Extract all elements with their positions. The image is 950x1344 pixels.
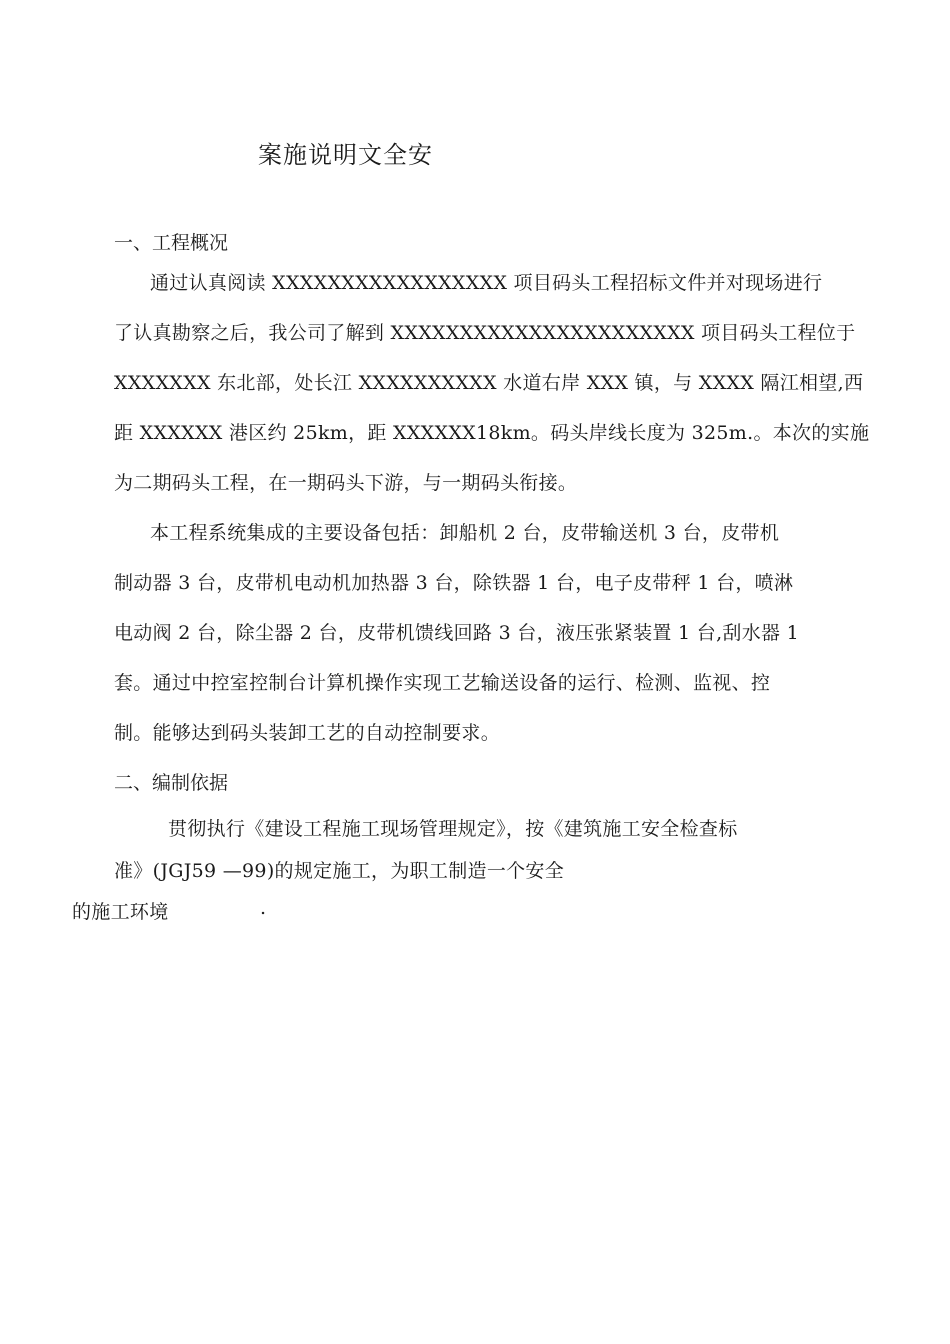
trailing-mark: .: [260, 897, 267, 919]
paragraph-line: 电动阀 2 台，除尘器 2 台，皮带机馈线回路 3 台，液压张紧装置 1 台,刮水器 1: [114, 622, 800, 644]
paragraph-line: XXXXXXX 东北部，处长江 XXXXXXXXXX 水道右岸 XXX 镇，与 XXXX 隔江相望,西: [114, 372, 864, 394]
paragraph-line: 通过认真阅读 XXXXXXXXXXXXXXXXX 项目码头工程招标文件并对现场进行: [150, 272, 823, 294]
section-heading-basis: 二、编制依据: [114, 772, 229, 794]
paragraph-line: 了认真勘察之后，我公司了解到 XXXXXXXXXXXXXXXXXXXXXX 项目码头工程位于: [114, 322, 856, 344]
document-title: 案施说明文全安: [258, 141, 433, 169]
paragraph-line: 为二期码头工程，在一期码头下游，与一期码头衔接。: [114, 472, 578, 494]
section-heading-overview: 一、工程概况: [114, 232, 229, 254]
paragraph-line: 距 XXXXXX 港区约 25km，距 XXXXXX18km。码头岸线长度为 325m.。本次的实施: [114, 422, 870, 444]
paragraph-line: 本工程系统集成的主要设备包括：卸船机 2 台，皮带输送机 3 台，皮带机: [150, 522, 780, 544]
paragraph-line: 套。通过中控室控制台计算机操作实现工艺输送设备的运行、检测、监视、控: [114, 672, 771, 694]
paragraph-line: 制。能够达到码头装卸工艺的自动控制要求。: [114, 722, 501, 744]
paragraph-line: 贯彻执行《建设工程施工现场管理规定》，按《建筑施工安全检查标: [168, 818, 738, 840]
paragraph-line: 制动器 3 台，皮带机电动机加热器 3 台，除铁器 1 台，电子皮带秤 1 台，喷淋: [114, 572, 794, 594]
paragraph-line: 的施工环境: [72, 901, 169, 923]
paragraph-line: 准》(JGJ59 —99)的规定施工，为职工制造一个安全: [114, 860, 565, 882]
